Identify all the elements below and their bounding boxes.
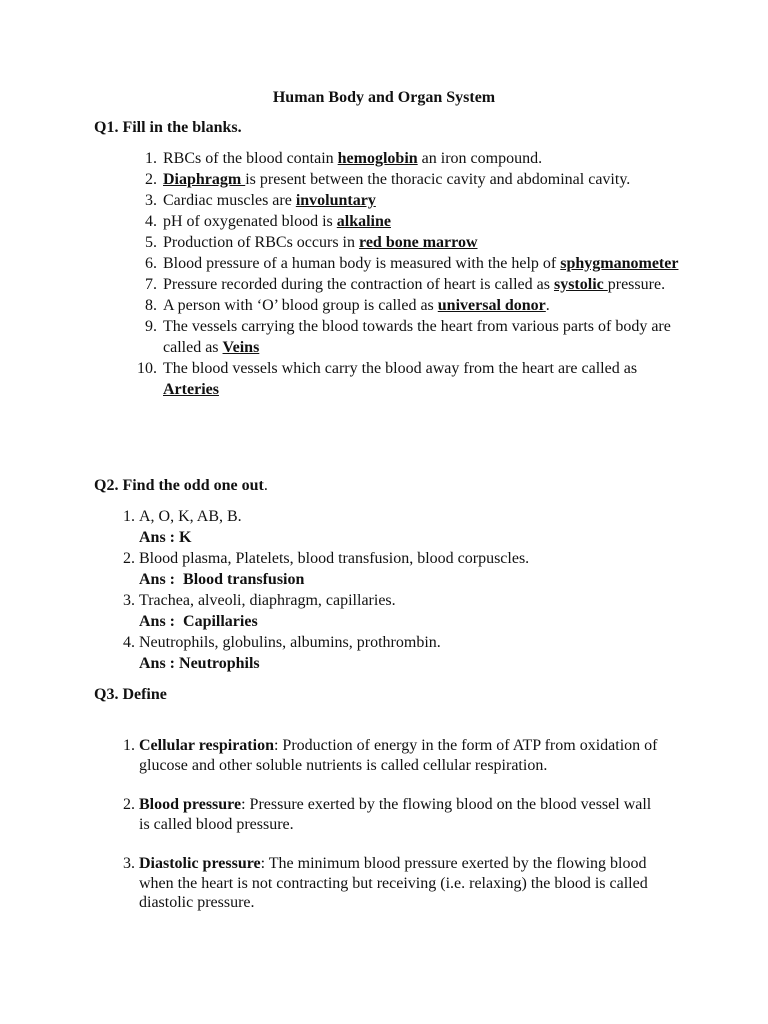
q2-answer-value: Neutrophils <box>179 655 260 672</box>
q2-item-number: 2. <box>123 550 135 567</box>
q2-heading <box>94 477 268 495</box>
q1-item-answer: universal donor <box>437 297 546 314</box>
q1-item <box>145 211 683 232</box>
q1-heading: Q1. Fill in the blanks. <box>94 119 242 136</box>
q1-item-answer: hemoglobin <box>337 150 418 167</box>
q1-item <box>137 358 683 400</box>
q1-item-number: 6. <box>145 255 157 272</box>
q1-item-answer: red bone marrow <box>359 234 478 251</box>
q1-item-text-before: The vessels carrying the blood towards the heart from various parts of body are called as <box>163 318 671 356</box>
q1-item-number: 3. <box>145 192 157 209</box>
q1-item-number: 5. <box>145 234 157 251</box>
q2-answer-label: Ans : <box>139 655 180 672</box>
q3-item-number: 2. <box>123 796 135 813</box>
q1-item-text-before: pH of oxygenated blood is <box>163 213 337 230</box>
q3-item-definition: : Pressure exerted by the flowing blood on the blood vessel wall is called blood pressure. <box>139 796 652 833</box>
q1-item <box>145 274 683 295</box>
q1-item <box>145 253 683 274</box>
q1-item-number: 1. <box>145 150 157 167</box>
q2-answer-value: Capillaries <box>183 613 258 630</box>
q1-item-number: 2. <box>145 171 157 188</box>
page-title: Human Body and Organ System <box>272 89 496 106</box>
q3-item-term: Blood pressure <box>139 796 242 813</box>
q1-item <box>145 190 683 211</box>
q2-heading-text: Q2. Find the odd one out <box>94 477 264 494</box>
q3-item <box>123 795 659 834</box>
q2-item-question: A, O, K, AB, B. <box>139 508 242 525</box>
q1-item-text-after: . <box>545 297 550 314</box>
q1-item-number: 4. <box>145 213 157 230</box>
q3-item <box>123 854 659 913</box>
q1-item-answer: Arteries <box>163 381 219 398</box>
q2-answer-label: Ans : <box>139 613 184 630</box>
q2-heading-tail: . <box>263 477 268 494</box>
q1-item-text-after: an iron compound. <box>417 150 543 167</box>
q3-item-term: Diastolic pressure <box>139 855 261 872</box>
q3-heading: Q3. Define <box>94 686 167 703</box>
q2-item-number: 3. <box>123 592 135 609</box>
q3-list <box>123 736 659 933</box>
q1-item-number: 7. <box>145 276 157 293</box>
q1-item-answer: sphygmanometer <box>560 255 679 272</box>
q1-item-answer: Diaphragm <box>163 171 246 188</box>
q2-answer-value: K <box>179 529 192 546</box>
q1-item-number: 9. <box>145 318 157 335</box>
q3-item-number: 3. <box>123 855 135 872</box>
q1-item-answer: alkaline <box>336 213 391 230</box>
q2-item-answer-line <box>139 527 679 548</box>
q1-list <box>137 148 683 400</box>
q1-item-number: 10. <box>137 360 157 377</box>
q2-item <box>123 506 679 548</box>
q2-answer-label: Ans : <box>139 529 180 546</box>
q3-item <box>123 736 659 775</box>
q1-item-answer: Veins <box>222 339 260 356</box>
q1-item <box>145 232 683 253</box>
q3-item-definition: : The minimum blood pressure exerted by the flowing blood when the heart is not contracting but receiving (i.e. relaxing) the blood is called diastolic pressure. <box>139 855 648 911</box>
q2-item-answer-line <box>139 611 679 632</box>
q1-item-text-before: Pressure recorded during the contraction of heart is called as <box>163 276 554 293</box>
q1-item-text-before: Blood pressure of a human body is measured with the help of <box>163 255 561 272</box>
q2-item-number: 4. <box>123 634 135 651</box>
q1-item-text-before: A person with ‘O’ blood group is called as <box>163 297 438 314</box>
q2-item <box>123 548 679 590</box>
q3-item-number: 1. <box>123 737 135 754</box>
q1-item-text-after: is present between the thoracic cavity and abdominal cavity. <box>245 171 631 188</box>
q1-item <box>145 295 683 316</box>
q1-item <box>145 169 683 190</box>
q3-item-definition: : Production of energy in the form of ATP from oxidation of glucose and other soluble nutrients is called cellular respiration. <box>139 737 658 774</box>
q2-list <box>123 506 679 674</box>
q3-item-term: Cellular respiration <box>139 737 274 754</box>
q2-item-question: Trachea, alveoli, diaphragm, capillaries. <box>139 592 396 609</box>
q2-item-question: Neutrophils, globulins, albumins, prothrombin. <box>139 634 441 651</box>
q1-item <box>145 316 683 358</box>
q1-item <box>145 148 683 169</box>
q2-item-question: Blood plasma, Platelets, blood transfusion, blood corpuscles. <box>139 550 530 567</box>
q1-item-text-after: pressure. <box>607 276 666 293</box>
q1-item-text-before: RBCs of the blood contain <box>163 150 338 167</box>
q2-item-answer-line <box>139 653 679 674</box>
q2-item-answer-line <box>139 569 679 590</box>
q1-item-answer: systolic <box>553 276 608 293</box>
q1-item-number: 8. <box>145 297 157 314</box>
q1-item-text-before: The blood vessels which carry the blood away from the heart are called as <box>163 360 638 377</box>
q2-answer-value: Blood transfusion <box>183 571 305 588</box>
q1-item-answer: involuntary <box>295 192 376 209</box>
q2-item <box>123 632 679 674</box>
q2-item-number: 1. <box>123 508 135 525</box>
q2-item <box>123 590 679 632</box>
q1-item-text-before: Production of RBCs occurs in <box>163 234 359 251</box>
q1-item-text-before: Cardiac muscles are <box>163 192 296 209</box>
q2-answer-label: Ans : <box>139 571 184 588</box>
